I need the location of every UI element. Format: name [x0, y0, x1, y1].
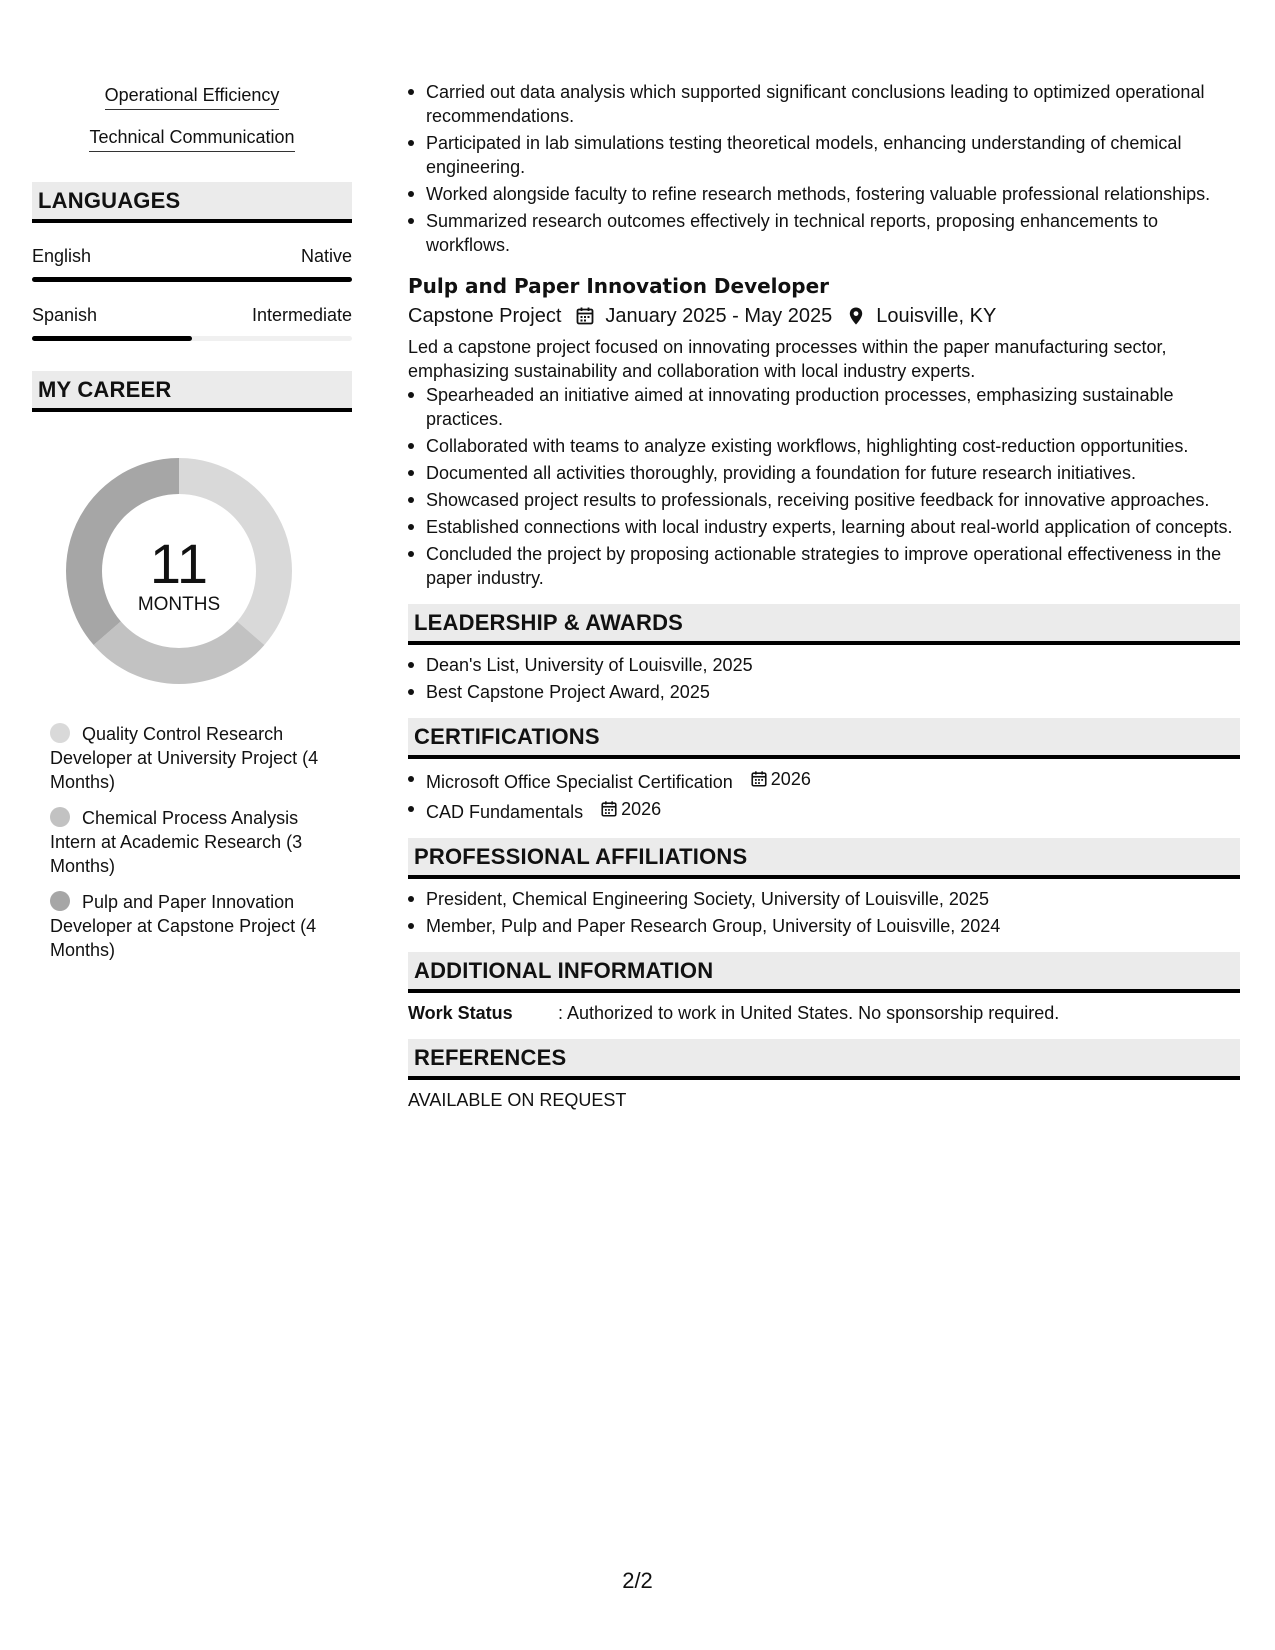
bullet-item: Participated in lab simulations testing theoretical models, enhancing understanding of chemical engineering. [408, 131, 1240, 179]
language-proficiency-bar [32, 336, 352, 341]
language-english [32, 245, 352, 282]
job-company: Capstone Project [408, 305, 562, 327]
language-proficiency-bar [32, 277, 352, 282]
legend-text: Pulp and Paper Innovation Developer at Capstone Project (4 Months) [50, 892, 317, 960]
leadership-list [408, 653, 1240, 704]
affiliation-item: President, Chemical Engineering Society, University of Louisville, 2025 [408, 887, 1240, 911]
career-donut-chart [64, 456, 294, 686]
affiliation-item: Member, Pulp and Paper Research Group, University of Louisville, 2024 [408, 914, 1240, 938]
language-name: English [32, 246, 92, 266]
bullet-item: Established connections with local industry experts, learning about real-world application of concepts. [408, 515, 1240, 539]
donut-segment-1 [94, 621, 265, 684]
job-location: Louisville, KY [876, 305, 997, 327]
work-status-row [408, 1001, 1240, 1025]
language-proficiency-fill [32, 277, 352, 282]
bullet-item: Spearheaded an initiative aimed at innovating production processes, emphasizing sustainable practices. [408, 383, 1240, 431]
skill-item[interactable]: Technical Communication [89, 126, 294, 152]
certification-name: CAD Fundamentals [426, 802, 584, 822]
job-description: Led a capstone project focused on innovating processes within the paper manufacturing sector, emphasizing sustainability and collaboration with local industry experts. [408, 337, 1167, 381]
certification-year: 2026 [770, 769, 811, 789]
affiliations-heading: PROFESSIONAL AFFILIATIONS [408, 838, 1240, 879]
legend-text: Quality Control Research Developer at University Project (4 Months) [50, 724, 319, 792]
career-legend-item [50, 806, 332, 878]
work-status-label: Work Status [408, 1003, 513, 1023]
skill-item[interactable]: Operational Efficiency [105, 84, 280, 110]
language-spanish [32, 304, 352, 341]
certifications-list [408, 767, 1240, 824]
career-legend-item [50, 722, 332, 794]
career-heading: MY CAREER [32, 371, 352, 412]
certifications-heading: CERTIFICATIONS [408, 718, 1240, 759]
sidebar [32, 84, 352, 974]
main-content [408, 80, 1240, 1112]
language-proficiency-fill [32, 336, 192, 341]
certification-year: 2026 [621, 799, 662, 819]
career-total-months: 11 [149, 532, 209, 595]
bullet-item: Collaborated with teams to analyze existing workflows, highlighting cost-reduction opportunities. [408, 434, 1240, 458]
language-level: Native [300, 246, 352, 266]
certification-item [408, 797, 1240, 824]
calendar-icon [600, 800, 618, 818]
certification-name: Microsoft Office Specialist Certification [426, 772, 733, 792]
references-text: AVAILABLE ON REQUEST [408, 1090, 627, 1110]
bullet-item: Concluded the project by proposing actionable strategies to improve operational effectiveness in the paper industry. [408, 542, 1240, 590]
references-heading: REFERENCES [408, 1039, 1240, 1080]
award-item: Dean's List, University of Louisville, 2025 [408, 653, 1240, 677]
certification-item [408, 767, 1240, 794]
career-total-unit: MONTHS [137, 594, 221, 615]
language-level: Intermediate [251, 305, 352, 325]
career-legend [32, 722, 352, 962]
job-meta [408, 303, 1240, 329]
bullet-item: Carried out data analysis which supported significant conclusions leading to optimized operational recommendations. [408, 80, 1240, 128]
calendar-icon [575, 306, 595, 326]
bullet-item: Documented all activities thoroughly, providing a foundation for future research initiatives. [408, 461, 1240, 485]
languages-heading: LANGUAGES [32, 182, 352, 223]
job-bullets [408, 383, 1240, 590]
previous-job-bullets [408, 80, 1240, 257]
language-name: Spanish [32, 305, 98, 325]
location-pin-icon [846, 306, 866, 326]
affiliations-list [408, 887, 1240, 938]
award-item: Best Capstone Project Award, 2025 [408, 680, 1240, 704]
page-number: 2/2 [622, 1568, 653, 1593]
bullet-item: Showcased project results to professionals, receiving positive feedback for innovative approaches. [408, 488, 1240, 512]
legend-dot [50, 723, 70, 743]
bullet-item: Worked alongside faculty to refine research methods, fostering valuable professional relationships. [408, 182, 1240, 206]
legend-dot [50, 891, 70, 911]
job-dates: January 2025 - May 2025 [605, 305, 833, 327]
legend-dot [50, 807, 70, 827]
work-status-value: : Authorized to work in United States. No sponsorship required. [558, 1003, 1060, 1023]
additional-info-heading: ADDITIONAL INFORMATION [408, 952, 1240, 993]
job-title: Pulp and Paper Innovation Developer [408, 274, 830, 298]
bullet-item: Summarized research outcomes effectively in technical reports, proposing enhancements to workflows. [408, 209, 1240, 257]
leadership-heading: LEADERSHIP & AWARDS [408, 604, 1240, 645]
career-legend-item [50, 890, 332, 962]
skills-list [32, 84, 352, 152]
calendar-icon [750, 770, 768, 788]
legend-text: Chemical Process Analysis Intern at Academic Research (3 Months) [50, 808, 303, 876]
